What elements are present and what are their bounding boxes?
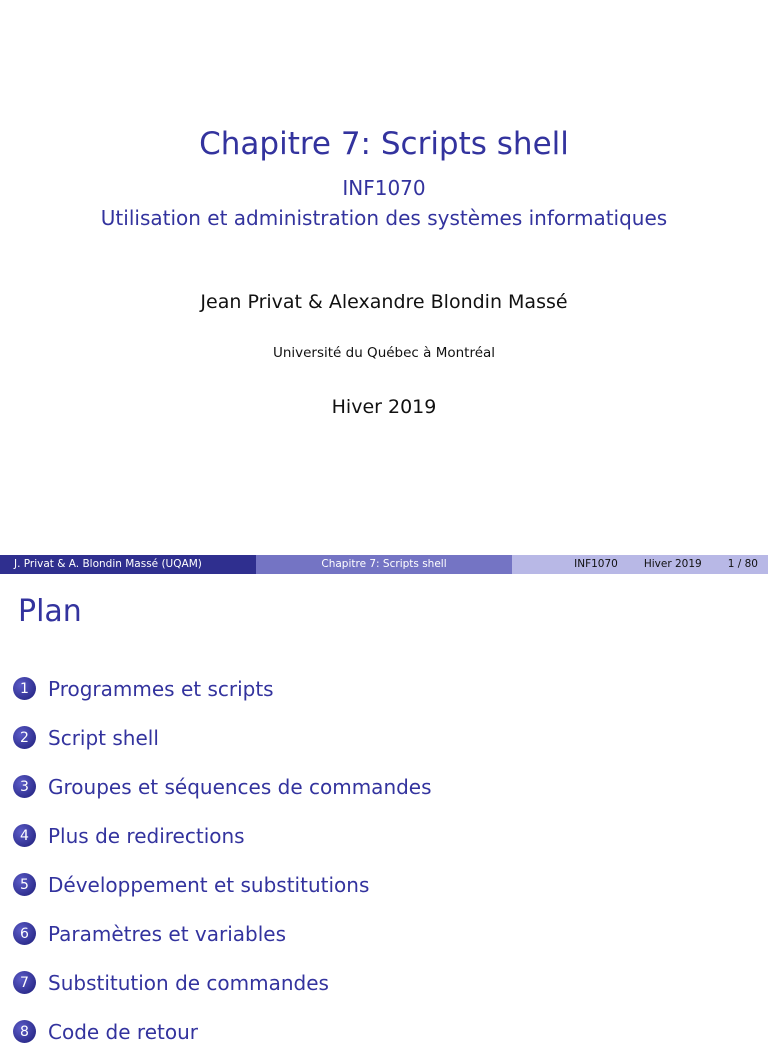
toc-item-label: Script shell	[48, 725, 159, 750]
numbered-ball-icon: 5	[13, 873, 36, 896]
numbered-ball-icon: 2	[13, 726, 36, 749]
numbered-ball-icon: 3	[13, 775, 36, 798]
numbered-ball-icon: 1	[13, 677, 36, 700]
footer-term: Hiver 2019	[643, 558, 702, 570]
toc-item-label: Plus de redirections	[48, 823, 245, 848]
institute: Université du Québec à Montréal	[272, 345, 496, 361]
plan-slide	[0, 576, 768, 1044]
toc-item-label: Groupes et séquences de commandes	[48, 774, 432, 799]
footer-page: 1 / 80	[727, 558, 758, 570]
toc-item-label: Substitution de commandes	[48, 970, 329, 995]
course-code: INF1070	[342, 176, 426, 200]
toc-item[interactable]	[13, 860, 432, 909]
toc-item[interactable]	[13, 713, 432, 762]
numbered-ball-icon: 7	[13, 971, 36, 994]
footer-title: Chapitre 7: Scripts shell	[256, 555, 512, 574]
toc-item[interactable]	[13, 762, 432, 811]
toc-item-label: Développement et substitutions	[48, 872, 370, 897]
date: Hiver 2019	[331, 396, 437, 418]
toc-item-label: Programmes et scripts	[48, 676, 274, 701]
toc-item-label: Code de retour	[48, 1019, 198, 1044]
toc-item-label: Paramètres et variables	[48, 921, 286, 946]
numbered-ball-icon: 4	[13, 824, 36, 847]
toc-item[interactable]	[13, 664, 432, 713]
toc-item[interactable]	[13, 1007, 432, 1056]
numbered-ball-icon: 6	[13, 922, 36, 945]
footer-bar	[0, 555, 768, 574]
course-name: Utilisation et administration des systèmes informatiques	[100, 206, 668, 230]
footer-course: INF1070	[574, 558, 618, 570]
toc-item[interactable]	[13, 909, 432, 958]
numbered-ball-icon: 8	[13, 1020, 36, 1043]
slide-title: Chapitre 7: Scripts shell	[199, 126, 569, 162]
plan-title: Plan	[18, 594, 82, 629]
table-of-contents	[13, 664, 432, 1056]
authors: Jean Privat & Alexandre Blondin Massé	[200, 291, 568, 313]
footer-info	[512, 555, 768, 574]
footer-authors: J. Privat & A. Blondin Massé (UQAM)	[0, 555, 256, 574]
toc-item[interactable]	[13, 811, 432, 860]
toc-item[interactable]	[13, 958, 432, 1007]
